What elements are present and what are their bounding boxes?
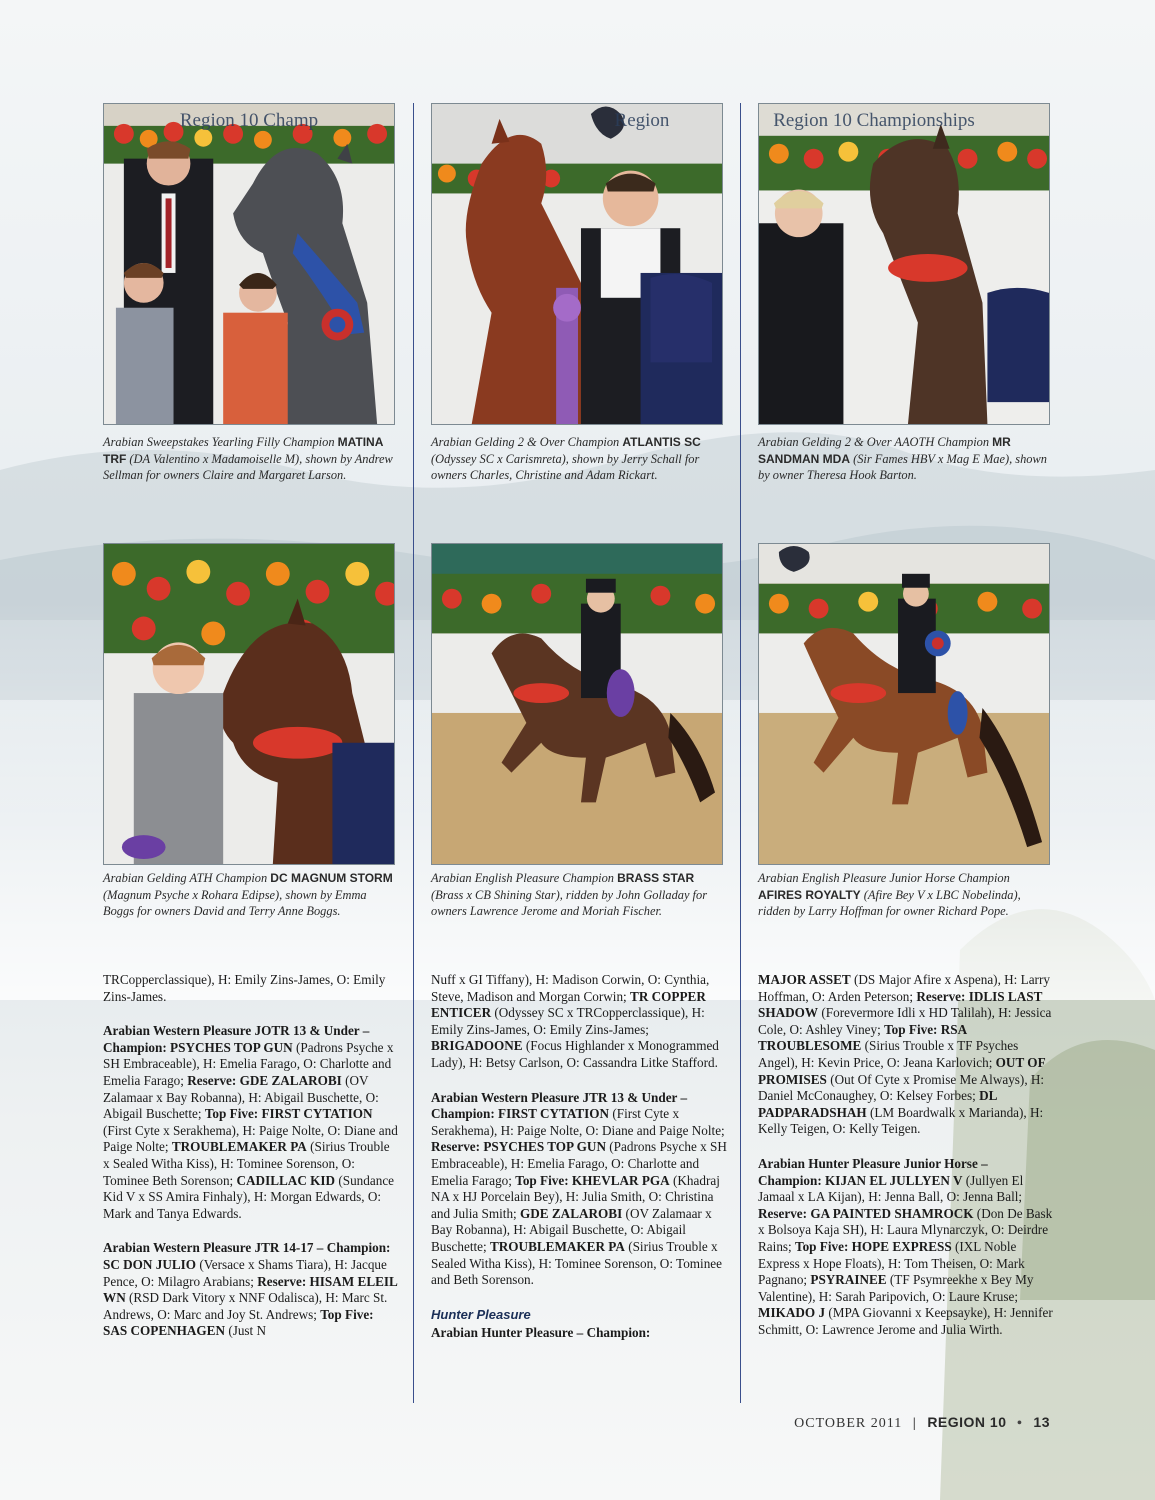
issue-date: OCTOBER 2011	[794, 1416, 903, 1431]
horse-name: MR SANDMAN MDA	[758, 435, 1011, 466]
caption-text: Arabian Sweepstakes Yearling Filly Champion	[103, 435, 338, 449]
caption-atlantis-sc	[431, 434, 727, 484]
caption-text: (Magnum Psyche x Rohara Edipse), shown by Emma Boggs for owners David and Terry Anne Boggs.	[103, 887, 367, 919]
caption-matina-trf	[103, 434, 399, 484]
caption-text: Arabian Gelding 2 & Over Champion	[431, 435, 623, 449]
paragraph: Nuff x GI Tiffany), H: Madison Corwin, O: Cynthia, Steve, Madison and Morgan Corwin; TR COPPER ENTICER (Odyssey SC x TRCopperclassique), H: Emily Zins-James, O: Emily Zins-James; BRIGADOONE (Focus Highlander x Monogrammed Lady), H: Betsy Carlson, O: Cassandra Litke Stafford.	[431, 972, 719, 1070]
class-heading: Arabian Western Pleasure JOTR 13 & Under – Champion: PSYCHES TOP GUN	[103, 1023, 370, 1055]
photo-afires-royalty	[758, 543, 1050, 865]
paragraph: Arabian Western Pleasure JTR 13 & Under – Champion: FIRST CYTATION (First Cyte x Serakhema), H: Paige Nolte, O: Diane and Paige Nolte; Reserve: PSYCHES TOP GUN (Padrons Psyche x SH Embraceable), H: Emelia Farago, O: Charlotte and Emelia Farago; Top Five: KHEVLAR PGA (Khadraj NA x HJ Porcelain Bey), H: Julia Smith, O: Christina and Julia Smith; GDE ZALAROBI (OV Zalamaar x Bay Robanna), H: Abigail Buschette, O: Abigail Buschette; TROUBLEMAKER PA (Sirius Trouble x Sealed Witha Kiss), H: Tominee Sorenson, O: Tominee and Beth Sorenson.	[431, 1089, 727, 1288]
caption-text: Arabian English Pleasure Junior Horse Champion	[758, 871, 1010, 885]
column-divider	[413, 103, 414, 1403]
paragraph: Arabian Western Pleasure JOTR 13 & Under – Champion: PSYCHES TOP GUN (Padrons Psyche x SH Embraceable), H: Emelia Farago, O: Charlotte and Emelia Farago; Reserve: GDE ZALAROBI (OV Zalamaar x Bay Robanna), H: Abigail Buschette, O: Abigail Buschette; Top Five: FIRST CYTATION (First Cyte x Serakhema), H: Paige Nolte, O: Diane and Paige Nolte; TROUBLEMAKER PA (Sirius Trouble x Sealed Witha Kiss), H: Tominee Sorenson, O: Tominee Beth Sorenson; CADILLAC KID (Sundance Kid V x SS Amira Finhaly), H: Morgan Edwards, O: Mark and Tanya Edwards.	[103, 1023, 398, 1221]
horse-name: ATLANTIS SC	[622, 435, 701, 449]
photo-banner: Region 10 Champ	[179, 110, 319, 131]
photo-banner: Region	[614, 110, 670, 131]
class-heading: Arabian Western Pleasure JTR 14-17 – Champion: SC DON JULIO	[103, 1240, 391, 1272]
caption-dc-magnum-storm	[103, 870, 399, 920]
column-divider	[740, 103, 741, 1403]
footer-separator: |	[912, 1416, 917, 1431]
photo-brass-star	[431, 543, 723, 865]
caption-text: (Odyssey SC x Carismreta), shown by Jerry Schall for owners Charles, Christine and Adam Rickart.	[431, 451, 700, 483]
section-heading: Hunter Pleasure	[431, 1306, 531, 1322]
paragraph: Arabian Western Pleasure JTR 14-17 – Champion: SC DON JULIO (Versace x Shams Tiara), H: Jacque Pence, O: Milagro Arabians; Reserve: HISAM ELEIL WN (RSD Dark Vitory x NNF Odalisca), H: Marc St. Andrews, O: Marc and Joy St. Andrews; Top Five: SAS COPENHAGEN (Just N	[103, 1240, 398, 1339]
text-column-3	[758, 972, 1054, 1356]
caption-mr-sandman-mda	[758, 434, 1054, 484]
text-column-1	[103, 972, 399, 1358]
footer-bullet: •	[1017, 1416, 1023, 1431]
caption-text: (DA Valentino x Madamoiselle M), shown by Andrew Sellman for owners Claire and Margaret Larson.	[103, 451, 393, 483]
photo-mr-sandman-mda	[758, 103, 1050, 425]
horse-name: DC MAGNUM STORM	[270, 871, 393, 885]
horse-name: AFIRES ROYALTY	[758, 887, 861, 902]
caption-afires-royalty	[758, 870, 1054, 920]
class-heading: Arabian Hunter Pleasure Junior Horse – Champion: KIJAN EL JULLYEN V	[758, 1155, 988, 1188]
horse-name: BRASS STAR	[617, 871, 695, 885]
photo-matina-trf	[103, 103, 395, 425]
caption-text: (Sir Fames HBV x Mag E Mae), shown by owner Theresa Hook Barton.	[758, 451, 1047, 483]
caption-text: Arabian English Pleasure Champion	[431, 871, 618, 885]
section-name: REGION 10	[927, 1414, 1007, 1430]
page-footer	[794, 1414, 1050, 1432]
paragraph: MAJOR ASSET (DS Major Afire x Aspena), H: Larry Hoffman, O: Arden Peterson; Reserve: IDLIS LAST SHADOW (Forevermore Idli x HD Talilah), H: Jessica Cole, O: Ashley Viney; Top Five: RSA TROUBLESOME (Sirius Trouble x TF Psyches Angel), H: Kevin Price, O: Jeana Karlovich; OUT OF PROMISES (Out Of Cyte x Promise Me Always), H: Daniel McConaughey, O: Kelsey Forbes; DL PADPARADSHAH (LM Boardwalk x Marianda), H: Kelly Teigen, O: Kelly Teigen.	[758, 972, 1052, 1137]
caption-brass-star	[431, 870, 727, 920]
paragraph: TRCopperclassique), H: Emily Zins-James, O: Emily Zins-James.	[103, 972, 386, 1004]
caption-text: Arabian Gelding ATH Champion	[103, 871, 271, 885]
class-heading: Arabian Western Pleasure JTR 13 & Under – Champion: FIRST CYTATION	[431, 1089, 688, 1122]
paragraph	[431, 1325, 727, 1342]
horse-name: MATINA TRF	[103, 435, 383, 466]
class-heading: Arabian Hunter Pleasure – Champion:	[431, 1325, 651, 1341]
caption-text: (Brass x CB Shining Star), ridden by John Golladay for owners Lawrence Jerome and Moriah Fischer.	[431, 887, 708, 919]
caption-text: Arabian Gelding 2 & Over AAOTH Champion	[758, 435, 993, 449]
caption-text: (Afire Bey V x LBC Nobelinda), ridden by Larry Hoffman for owner Richard Pope.	[758, 887, 1021, 919]
page-number: 13	[1033, 1414, 1050, 1430]
text-column-2	[431, 972, 727, 1360]
photo-atlantis-sc	[431, 103, 723, 425]
photo-banner: Region 10 Championships	[773, 110, 975, 131]
paragraph: Arabian Hunter Pleasure Junior Horse – Champion: KIJAN EL JULLYEN V (Jullyen El Jamaal x LA Kijan), H: Jenna Ball, O: Jenna Ball; Reserve: GA PAINTED SHAMROCK (Don De Bask x Bolsoya Kaja SH), H: Laura Mlynarczyk, O: Deirdre Rains; Top Five: HOPE EXPRESS (IXL Noble Express x Hope Floats), H: Tom Theisen, O: Mark Pagnano; PSYRAINEE (TF Psymreekhe x Bey My Valentine), H: Sarah Paripovich, O: Laure Kruse; MIKADO J (MPA Giovanni x Keepsayke), H: Jennifer Schmitt, O: Lawrence Jerome and Julia Wirth.	[758, 1155, 1053, 1337]
photo-dc-magnum-storm	[103, 543, 395, 865]
